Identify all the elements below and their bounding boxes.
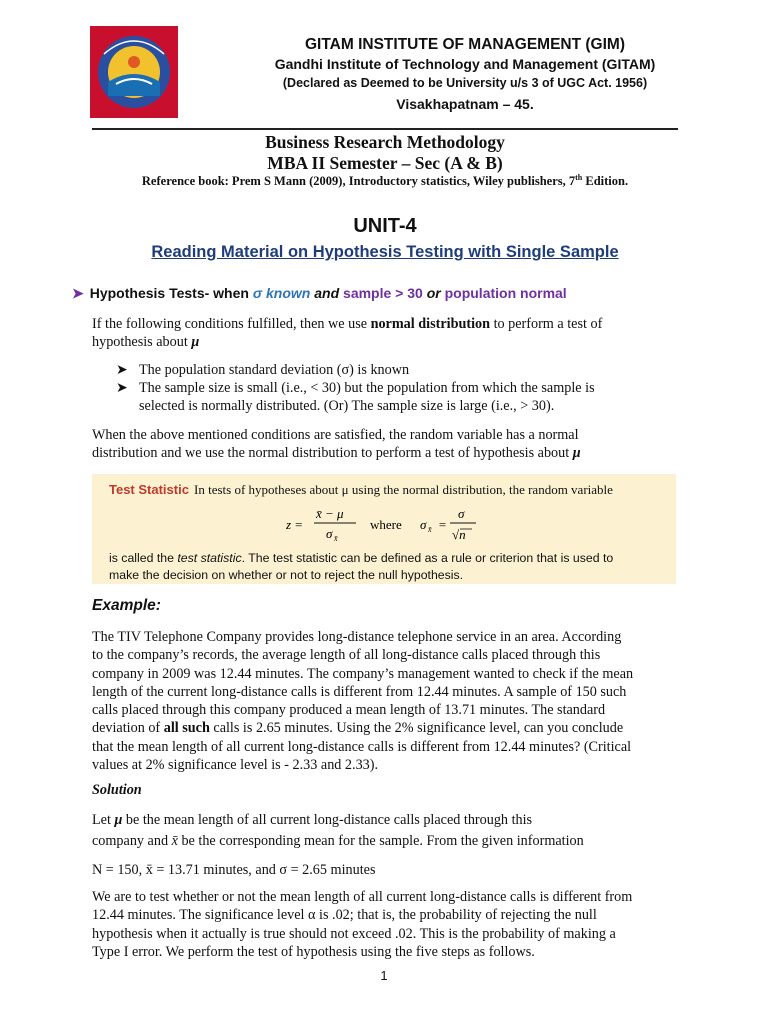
course-title: Business Research Methodology xyxy=(265,132,505,152)
arrow-bullet-icon: ➤ xyxy=(72,285,84,301)
course-semester: MBA II Semester – Sec (A & B) xyxy=(267,153,503,173)
bullet-2-cont: selected is normally distributed. (Or) The sample size is large (i.e., > 30). xyxy=(139,398,555,414)
svg-text:x̄: x̄ xyxy=(334,534,338,543)
section-heading: ➤ Hypothesis Tests- when σ known and sample > 30 or population normal xyxy=(72,285,567,301)
example-paragraph: The TIV Telephone Company provides long-distance telephone service in an area. According to the company’s records, the average length of all long-distance calls placed through this company in 2009 was 12.44 minutes. The company’s management wanted to check if the mean length of the current long-distance calls is different from 12.44 minutes. A sample of 150 such calls placed through this company produced a mean length of 13.71 minutes. The standard deviation of all such calls is 2.65 minutes. Using the 2% significance level, can you conclude that the mean length of all current long-distance calls is different from 12.44 minutes? (Critical values at 2% significance level is - 2.33 and 2.33). xyxy=(92,629,634,774)
example-heading: Example: xyxy=(92,597,161,614)
where-label: where xyxy=(370,517,402,532)
unit-subtitle: Reading Material on Hypothesis Testing with Single Sample xyxy=(151,243,619,261)
svg-text:σ: σ xyxy=(326,526,333,541)
test-statistic-definition: is called the test statistic. The test statistic can be defined as a rule or criterion that is used to make the decision on whether or not to reject the null hypothesis. xyxy=(109,551,614,582)
page-number: 1 xyxy=(380,968,388,983)
given-values: N = 150, x̄ = 13.71 minutes, and σ = 2.65 minutes xyxy=(92,862,376,878)
header-rule xyxy=(92,128,678,130)
svg-text:=: = xyxy=(438,517,447,532)
bullet-1: The population standard deviation (σ) is known xyxy=(139,362,410,378)
svg-text:z =: z = xyxy=(286,517,304,532)
bullet-arrow-icon: ➤ xyxy=(116,380,128,396)
test-statistic-text: In tests of hypotheses about μ using the normal distribution, the random variable xyxy=(194,482,613,497)
institute-name: GITAM INSTITUTE OF MANAGEMENT (GIM) xyxy=(304,36,625,53)
svg-text:σ: σ xyxy=(458,506,465,521)
svg-text:√n: √n xyxy=(452,527,466,542)
city: Visakhapatnam – 45. xyxy=(396,96,534,112)
svg-text:σ: σ xyxy=(420,517,427,532)
solution-let: Let μ be the mean length of all current long-distance calls placed through this company and x̄ be the corresponding mean for the sample. From the given information xyxy=(92,812,584,849)
test-statistic-label: Test Statistic xyxy=(109,482,189,497)
solution-heading: Solution xyxy=(92,782,142,798)
svg-text:x̄: x̄ xyxy=(428,525,432,534)
intro-paragraph: If the following conditions fulfilled, then we use normal distribution to perform a test of hypothesis about μ xyxy=(92,316,603,351)
bullet-arrow-icon: ➤ xyxy=(116,362,128,378)
solution-paragraph: We are to test whether or not the mean length of all current long-distance calls is different from 12.44 minutes. The significance level α is .02; that is, the probability of rejecting the null hypothesis when it actually is true should not exceed .02. This is the probability of making a Type I error. We perform the test of hypothesis using the five steps as follows. xyxy=(92,889,633,960)
bullet-2: The sample size is small (i.e., < 30) but the population from which the sample is xyxy=(139,380,595,396)
svg-text:x̄ − μ: x̄ − μ xyxy=(316,506,344,521)
declaration: (Declared as Deemed to be University u/s 3 of UGC Act. 1956) xyxy=(282,76,648,90)
unit-title: UNIT-4 xyxy=(353,215,417,237)
reference-book: Reference book: Prem S Mann (2009), Introductory statistics, Wiley publishers, 7th Edition. xyxy=(141,173,629,189)
gitam-logo xyxy=(90,26,178,118)
conditions-paragraph: When the above mentioned conditions are satisfied, the random variable has a normal distribution and we use the normal distribution to perform a test of hypothesis about μ xyxy=(92,427,581,462)
university-name: Gandhi Institute of Technology and Management (GITAM) xyxy=(274,56,656,72)
z-formula xyxy=(286,502,486,546)
